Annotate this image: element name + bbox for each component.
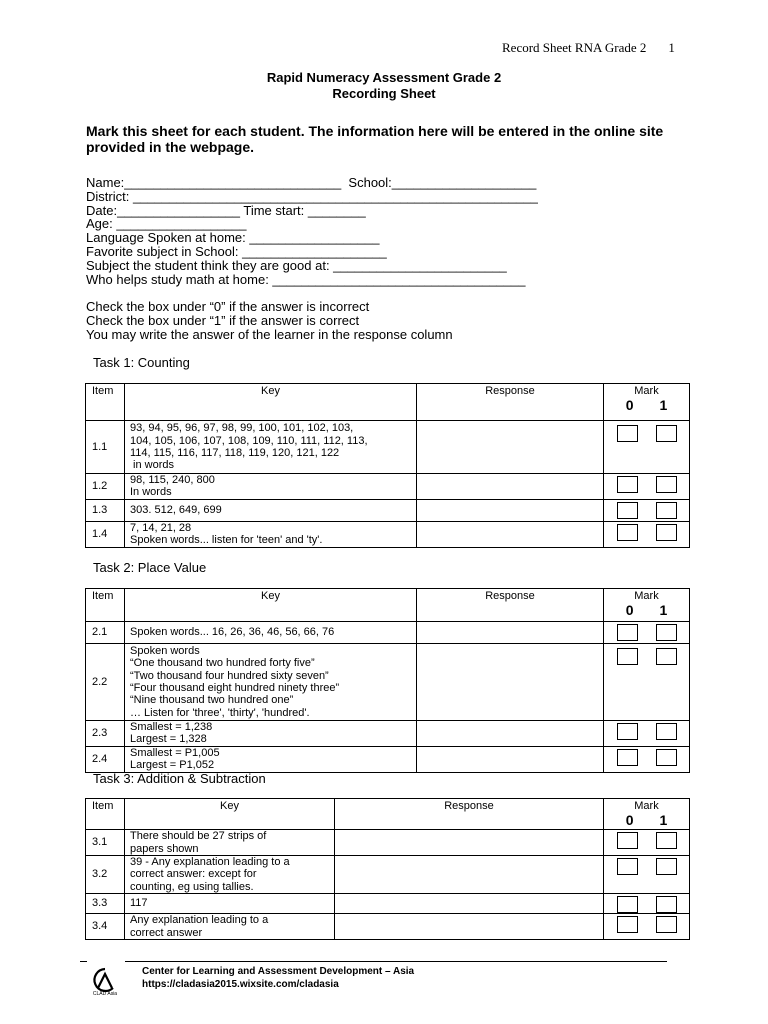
response-cell[interactable] [335, 894, 604, 914]
page-number: 1 [668, 40, 675, 55]
table-row: 2.3 Smallest = 1,238 Largest = 1,328 [86, 721, 690, 747]
mark-1-checkbox[interactable] [656, 502, 677, 519]
mark-1-checkbox[interactable] [656, 624, 677, 641]
task-3-label: Task 3: Addition & Subtraction [93, 771, 266, 786]
mark-1-checkbox[interactable] [656, 916, 677, 933]
col-key-header: Key [125, 384, 417, 421]
table-row: 2.2 Spoken words “One thousand two hundred forty five” “Two thousand four hundred sixty seven” “Four thousand eight hundred ninety three” “Nine thousand two hundred one” … Listen for 'three', 'thirty', 'hundred'. [86, 644, 690, 721]
table-row: 1.1 93, 94, 95, 96, 97, 98, 99, 100, 101, 102, 103, 104, 105, 106, 107, 108, 109, 110, 111, 112, 113, 114, 115, 116, 117, 118, 119, 120, 121, 122 in words [86, 421, 690, 474]
col-key-header: Key [125, 589, 417, 622]
mark-0-checkbox[interactable] [617, 476, 638, 493]
mark-1-checkbox[interactable] [656, 425, 677, 442]
response-cell[interactable] [417, 521, 604, 547]
mark-1-checkbox[interactable] [656, 723, 677, 740]
instruction-line: Check the box under “0” if the answer is incorrect [86, 299, 370, 314]
mark-1-checkbox[interactable] [656, 476, 677, 493]
instruction-line: You may write the answer of the learner in the response column [86, 327, 453, 342]
table-row: 3.4 Any explanation leading to a correct answer [86, 914, 690, 940]
instructions [86, 300, 453, 342]
response-cell[interactable] [417, 644, 604, 721]
task-2-label: Task 2: Place Value [93, 560, 207, 575]
table-row: 3.1 There should be 27 strips of papers shown [86, 830, 690, 856]
field-age: Age: __________________ [86, 216, 247, 232]
col-key-header: Key [125, 799, 335, 830]
footer-text [142, 965, 414, 991]
field-language: Language Spoken at home: __________________ [86, 230, 380, 246]
response-cell[interactable] [417, 721, 604, 747]
table-row: 3.3 117 [86, 894, 690, 914]
footer-url[interactable]: https://cladasia2015.wixsite.com/cladasia [142, 979, 339, 990]
page-subtitle: Recording Sheet [332, 86, 436, 101]
col-mark-header: Mark 0 1 [604, 384, 690, 421]
mark-1-checkbox[interactable] [656, 858, 677, 875]
col-response-header: Response [335, 799, 604, 830]
response-cell[interactable] [335, 914, 604, 940]
table-row: 2.4 Smallest = P1,005 Largest = P1,052 [86, 746, 690, 772]
col-item-header: Item [86, 799, 125, 830]
mark-0-checkbox[interactable] [617, 749, 638, 766]
field-good-subject: Subject the student think they are good at: ________________________ [86, 257, 507, 273]
clad-logo-icon [88, 966, 122, 996]
table-row: 3.2 39 - Any explanation leading to a correct answer: except for counting, eg using tallies. [86, 856, 690, 894]
header-text: Record Sheet RNA Grade 2 [502, 40, 647, 55]
mark-1-checkbox[interactable] [656, 524, 677, 541]
mark-0-checkbox[interactable] [617, 502, 638, 519]
mark-1-checkbox[interactable] [656, 749, 677, 766]
field-name-school: Name:______________________________ School:____________________ [86, 175, 537, 190]
response-cell[interactable] [417, 474, 604, 500]
mark-0-checkbox[interactable] [617, 648, 638, 665]
col-item-header: Item [86, 589, 125, 622]
mark-0-checkbox[interactable] [617, 832, 638, 849]
mark-1-checkbox[interactable] [656, 832, 677, 849]
mark-0-checkbox[interactable] [617, 723, 638, 740]
response-cell[interactable] [417, 746, 604, 772]
task-1-label: Task 1: Counting [93, 355, 190, 370]
task-1-table [85, 383, 690, 548]
response-cell[interactable] [417, 622, 604, 644]
response-cell[interactable] [335, 830, 604, 856]
mark-0-checkbox[interactable] [617, 524, 638, 541]
page-header [502, 40, 675, 56]
mark-1-checkbox[interactable] [656, 896, 677, 913]
col-item-header: Item [86, 384, 125, 421]
mark-0-checkbox[interactable] [617, 896, 638, 913]
intro-text: Mark this sheet for each student. The information here will be entered in the online site provided in the webpage. [86, 123, 664, 155]
col-mark-header: Mark 0 1 [604, 799, 690, 830]
footer-org: Center for Learning and Assessment Development – Asia [142, 966, 415, 977]
field-district: District: ________________________________________________________ [86, 188, 538, 204]
col-mark-header: Mark 0 1 [604, 589, 690, 622]
logo-text: CLAD Asia [92, 991, 118, 996]
field-math-helper: Who helps study math at home: ___________________________________ [86, 271, 526, 287]
table-row: 1.2 98, 115, 240, 800 In words [86, 474, 690, 500]
response-cell[interactable] [417, 421, 604, 474]
mark-0-checkbox[interactable] [617, 624, 638, 641]
field-date-time: Date:_________________ Time start: ________ [86, 202, 366, 218]
field-favorite-subject: Favorite subject in School: ____________________ [86, 243, 387, 259]
response-cell[interactable] [335, 856, 604, 894]
task-2-table [85, 588, 690, 773]
table-row: 1.4 7, 14, 21, 28 Spoken words... listen for 'teen' and 'ty'. [86, 521, 690, 547]
mark-0-checkbox[interactable] [617, 858, 638, 875]
footer-rule [125, 961, 667, 962]
task-3-table [85, 798, 690, 940]
table-row: 2.1 Spoken words... 16, 26, 36, 46, 56, 66, 76 [86, 622, 690, 644]
mark-0-checkbox[interactable] [617, 425, 638, 442]
mark-0-checkbox[interactable] [617, 916, 638, 933]
instruction-line: Check the box under “1” if the answer is correct [86, 313, 360, 328]
student-info-fields [86, 176, 538, 286]
page-title: Rapid Numeracy Assessment Grade 2 [266, 70, 502, 85]
footer-dash [80, 961, 87, 962]
table-row: 1.3 303. 512, 649, 699 [86, 499, 690, 521]
response-cell[interactable] [417, 499, 604, 521]
col-response-header: Response [417, 589, 604, 622]
col-response-header: Response [417, 384, 604, 421]
mark-1-checkbox[interactable] [656, 648, 677, 665]
